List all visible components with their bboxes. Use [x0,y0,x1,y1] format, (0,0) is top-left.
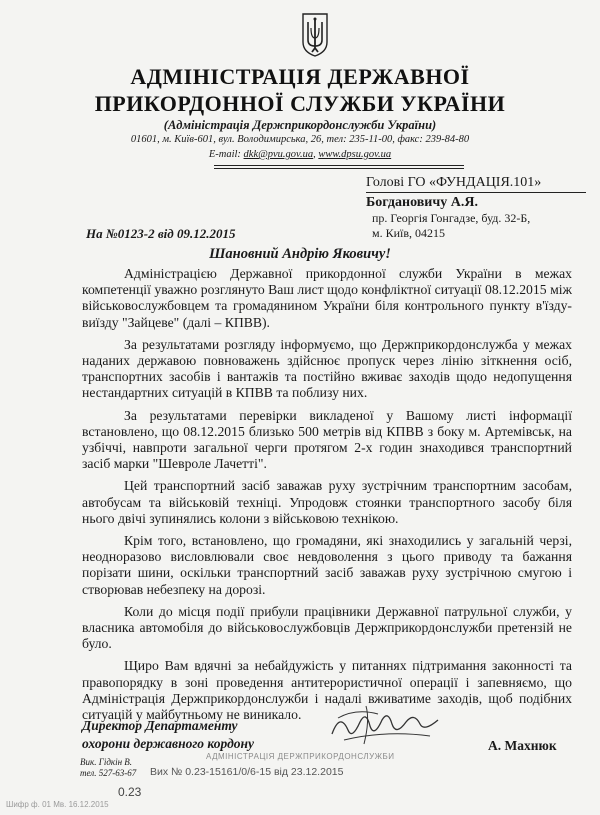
executor-info [80,757,136,779]
body-paragraph-7: Щиро Вам вдячні за небайдужість у питаннях підтримання законності та правопорядку в зоні проведення антитерористичної операції і запевняємо, що Адміністрація Держприкордонслужби і надалі вживатиме заходів, щоб подібних ситуацій у майбутньому не виникало. [82,658,572,723]
signatory-name: А. Махнюк [488,738,557,753]
signatory-position [82,717,254,753]
executor-name: Вик. Гідкін В. [80,757,133,767]
stamp-page-number: 0.23 [118,785,142,799]
org-contacts [0,149,600,160]
addressee-street: пр. Георгія Гонгадзе, буд. 32-Б, [372,211,531,225]
executor-phone: тел. 527-63-67 [80,768,137,778]
handwritten-signature-icon [326,700,446,750]
org-title-line1: АДМІНІСТРАЦІЯ ДЕРЖАВНОЇ [130,64,470,89]
addressee-name: Богдановичу А.Я. [366,195,478,210]
addressee-city: м. Київ, 04215 [372,226,446,240]
org-subtitle: (Адміністрація Держприкордонслужби України) [163,118,437,132]
addressee-underline [366,192,586,193]
body-paragraph-2: За результатами розгляду інформуємо, що Держприкордонслужба у межах наданих державою повноважень здійснює пропуск через лінію зіткнення осіб, транспортних засобів і вантажів та постійно вживає заходів щодо недопущення нестандартних ситуацій в КПВВ та поблизу них. [82,336,572,401]
email-link[interactable]: dkk@pvu.gov.ua [243,149,314,160]
faded-stamp-header: АДМІНІСТРАЦІЯ ДЕРЖПРИКОРДОНСЛУЖБИ [206,752,395,761]
reference-number: На №0123-2 від 09.12.2015 [86,226,236,241]
coat-of-arms-icon [300,12,330,58]
faded-footer-stamp: Шифр ф. 01 Мв. 16.12.2015 [6,800,109,809]
contacts-separator: , [313,149,319,160]
letter-body [82,266,572,729]
body-paragraph-3: За результатами перевірки викладеної у Вашому листі інформації встановлено, що 08.12.2015 близько 500 метрів від КПВВ з боку м. Артемівськ, на узбіччі, навпроти загальної черги протягом 2-х годин знаходився транспортний засіб марки "Шевроле Лачетті". [82,407,572,472]
body-paragraph-5: Крім того, встановлено, що громадяни, які знаходились у загальній черзі, неодноразово висловлювали своє невдоволення з цього приводу та бажання порізати шини, оскільки транспортний засіб заважав руху зустрічною смугою і створював небезпеку на дорозі. [82,533,572,597]
signatory-position-line2: охорони державного кордону [82,736,255,751]
org-title-line2: ПРИКОРДОННОЇ СЛУЖБИ УКРАЇНИ [94,91,506,116]
header-divider-top [214,165,464,166]
registration-stamp: Вих № 0.23-15161/0/6-15 від 23.12.2015 [150,766,344,778]
addressee-line1: Голові ГО «ФУНДАЦІЯ.101» [366,175,542,190]
email-prefix: E-mail: [208,149,244,160]
body-paragraph-1: Адміністрацією Державної прикордонної служби України в межах компетенції уважно розглянуто Ваш лист щодо конфліктної ситуації 08.12.2015 між військовослужбовцем та громадянином України біля контрольного пункту в'їзду-виїзду "Зайцеве" (далі – КПВВ). [82,266,572,330]
salutation: Шановний Андрію Яковичу! [209,246,391,262]
body-paragraph-6: Коли до місця події прибули працівники Державної патрульної служби, у власника автомобіля до військовослужбовців Держприкордонслужби претензій не було. [82,603,572,652]
addressee-block [366,175,586,241]
header-divider-bottom [214,168,464,169]
body-paragraph-4: Цей транспортний засіб заважав руху зустрічним транспортним засобам, автобусам та військовій техніці. Упродовж стоянки транспортного засобу біля нього двічі зупинялись колони з військовою технікою. [82,478,572,526]
website-link[interactable]: www.dpsu.gov.ua [318,149,392,160]
signatory-position-line1: Директор Департаменту [82,718,238,733]
org-address: 01601, м. Київ-601, вул. Володимирська, 26, тел: 235-11-00, факс: 239-84-80 [130,134,470,145]
